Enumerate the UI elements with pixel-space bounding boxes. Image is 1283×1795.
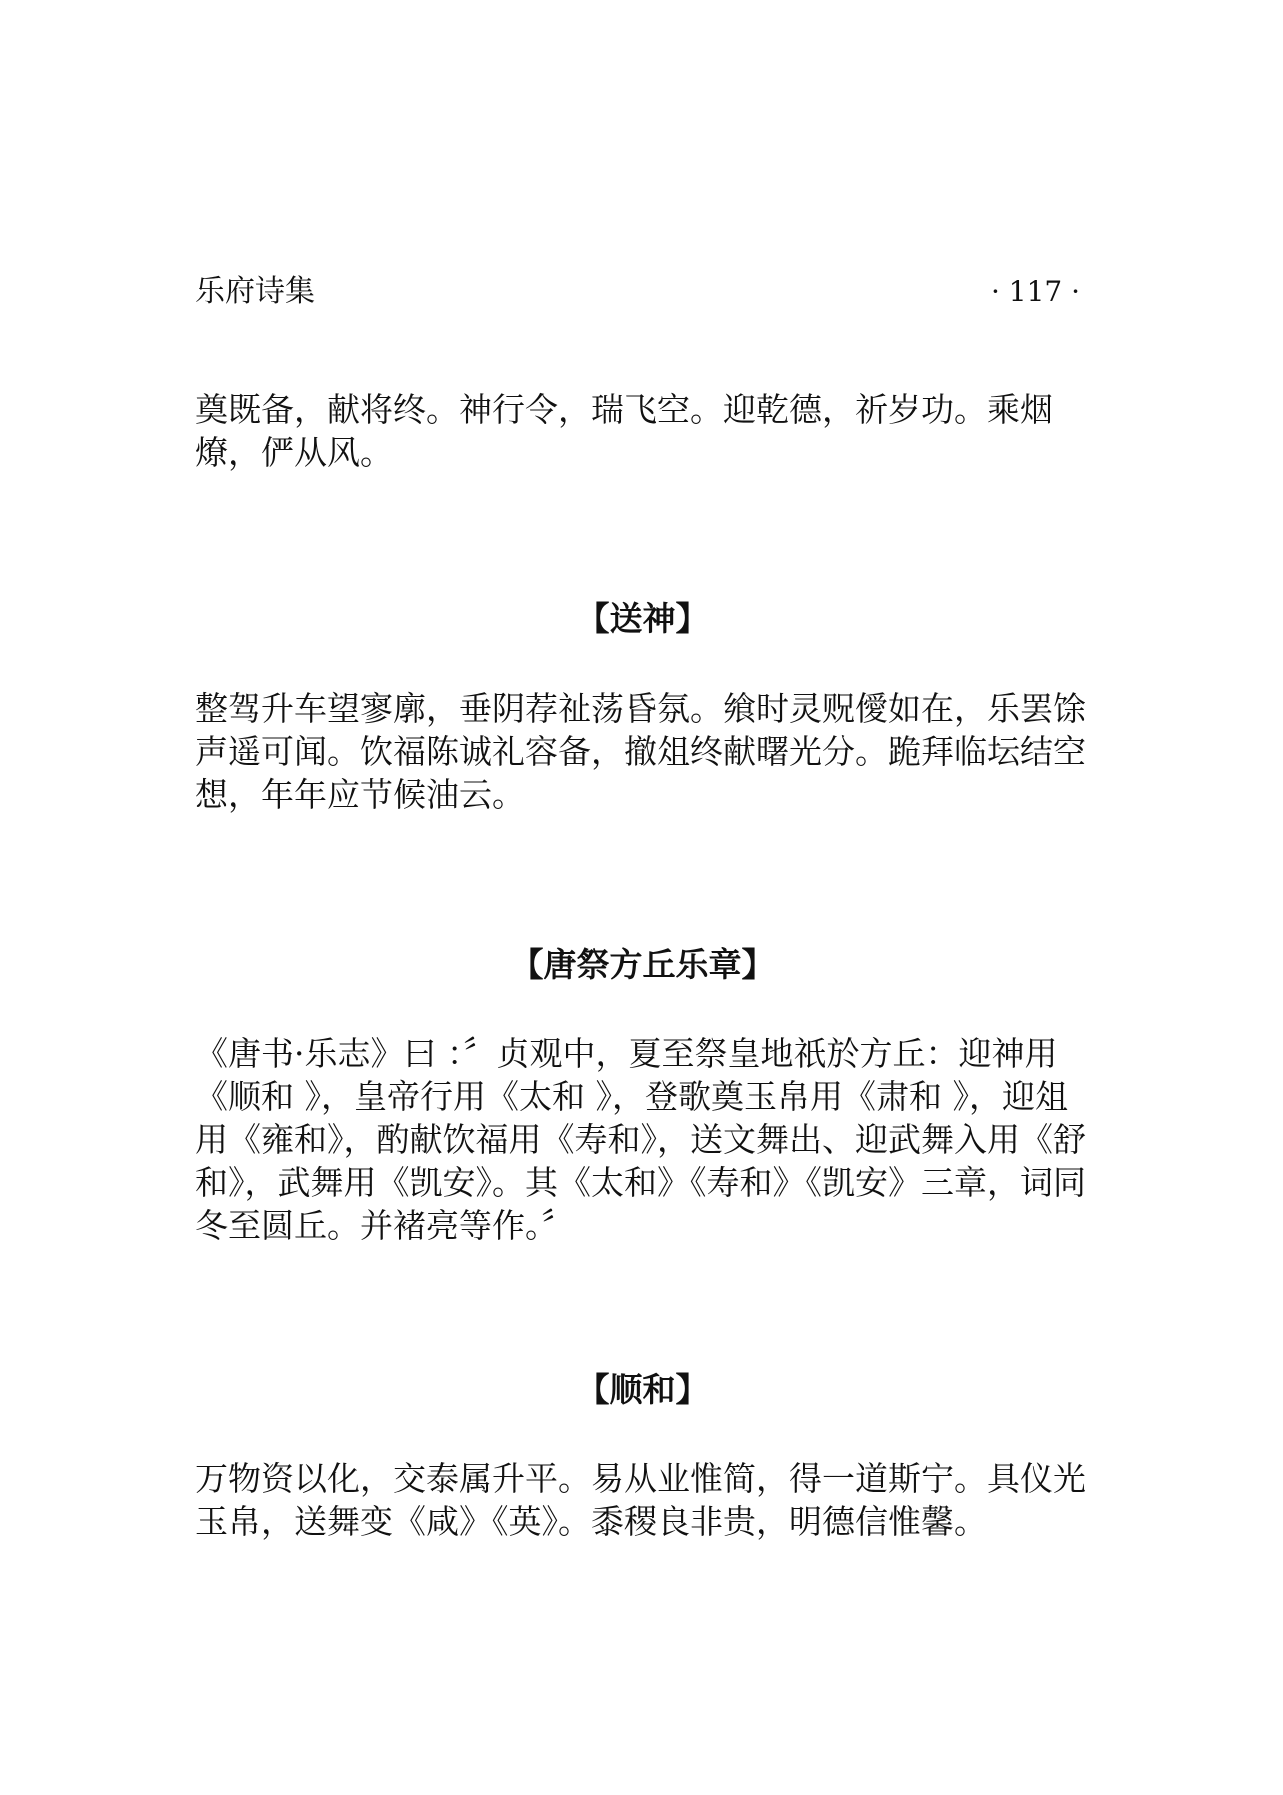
send-off-heading: 【送神】 xyxy=(576,599,709,639)
send-off-verse: 整驾升车望寥廓，垂阴荐祉荡昏氛。飨时灵贶僾如在，乐罢馀声遥可闻。饮福陈诚礼容备，撤俎终献曙光分。跪拜临坛结空想，年年应节候油云。 xyxy=(195,689,1086,814)
page-header xyxy=(195,268,1080,316)
opening-verse: 奠既备，献将终。神行令，瑞飞空。迎乾德，祈岁功。乘烟燎，俨从风。 xyxy=(195,390,1053,472)
tang-square-mound-note: 《唐书·乐志》曰 ：〞贞观中，夏至祭皇地祇於方丘：迎神用《顺和 》，皇帝行用《太和 》，登歌奠玉帛用《肃和 》，迎俎用《雍和》，酌献饮福用《寿和》，送文舞出、迎武舞入用《舒和》，武舞用《凯安》。其《太和》《寿和》《凯安》三章，词同冬至圆丘。并褚亮等作。〞 xyxy=(195,1034,1086,1245)
page-number: · 117 · xyxy=(990,275,1080,308)
shunhe-heading: 【顺和】 xyxy=(576,1370,709,1410)
book-title: 乐府诗集 xyxy=(195,274,315,309)
shunhe-verse: 万物资以化，交泰属升平。易从业惟简，得一道斯宁。具仪光玉帛，送舞变《咸》《英》。黍稷良非贵，明德信惟馨。 xyxy=(195,1459,1086,1541)
tang-square-mound-heading: 【唐祭方丘乐章】 xyxy=(510,945,775,985)
